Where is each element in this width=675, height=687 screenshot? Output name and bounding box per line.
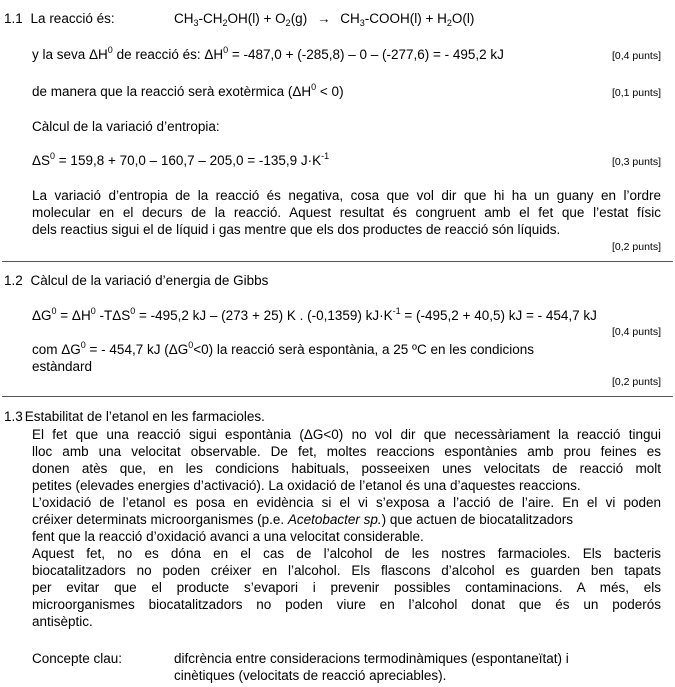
section-number: 1.2 (4, 273, 23, 288)
section-1-1-heading (4, 10, 115, 27)
species-name: Acetobacter sp. (287, 512, 382, 527)
arrow-icon: → (316, 11, 331, 26)
paragraph-line: fent que la reacció d’oxidació avanci a una velocitat considerable. (32, 529, 424, 544)
points-badge: [0,2 punts] (611, 376, 661, 388)
spontaneity-statement: com $\Delta G^0$ = - 454,7 kJ $(\Delta G^0<0)$ la reacció serà espontània, a 25 ºC en les condicions (32, 340, 535, 357)
points-badge: [0,4 punts] (611, 326, 661, 338)
key-concept-text: cinètiques (velocitats de reacció apreciables). (174, 668, 447, 683)
key-concept-text: difcrència entre consideracions termodinàmiques (espontaneïtat) i (174, 651, 569, 666)
section-title: Càlcul de la variació d’energia de Gibbs (30, 273, 269, 288)
points-badge: [0,2 punts] (611, 241, 661, 253)
points-badge: [0,3 punts] (611, 156, 661, 168)
key-concept-label: Concepte clau: (32, 651, 123, 666)
points-badge: [0,4 punts] (611, 50, 661, 62)
paragraph-line: L’oxidació de l’etanol es posa en evidència si el vi s’exposa a l’acció de l’aire. En el vi poden (32, 495, 661, 510)
section-label: La reacció és: (30, 11, 115, 26)
paragraph-line: La variació d’entropia de la reacció és negativa, cosa que vol dir que hi ha un guany en l’ordre (32, 188, 661, 203)
spontaneity-statement-cont: estàndard (32, 359, 93, 374)
reaction-equation: $CH_3-CH_2OH(l) + O_2(g)$ → $CH_3-COOH(l) + H_2O(l)$ (174, 11, 475, 28)
paragraph-line: biocatalitzadors no poden créixer en l’alcohol. Els flascons d’alcohol es guarden ben tapats (32, 563, 661, 578)
paragraph-line: Aquest fet, no es dóna en el cas de l’alcohol de les nostres farmacioles. Els bacteris (32, 546, 661, 561)
paragraph-line: dels reactius sigui el de líquid i gas mentre que els dos productes de reacció són líquids. (32, 222, 561, 237)
section-title: Estabilitat de l’etanol en les farmacioles. (24, 409, 265, 424)
paragraph-line: molecular en el decurs de la reacció. Aquest resultat és congruent amb el fet que l’estat físic (32, 205, 661, 220)
enthalpy-calculation: y la seva $\Delta H^0$ de reacció és: $\Delta H^0 = -487,0 + (-285,8) - 0 - (-277,6)$ = - 495,2 kJ (32, 45, 504, 62)
paragraph-line: per evitar que el producte s’evapori i prevenir possibles contaminacions. A més, els (32, 580, 661, 595)
entropy-title: Càlcul de la variació d’entropia: (32, 119, 220, 134)
paragraph-line: microorganismes biocatalitzadors no poden viure en l’alcohol donat que és un poderós (32, 597, 661, 612)
points-badge: [0,1 punts] (611, 87, 661, 99)
section-number: 1.3 (4, 409, 23, 424)
paragraph-line: petites (elevades energies d’activació). La oxidació de l’etanol és una d’aquestes reaccions. (32, 478, 581, 493)
paragraph-line: créixer determinats microorganismes (p.e. Acetobacter sp.) que actuen de biocatalitzadors (32, 512, 574, 527)
paragraph-line: antisèptic. (32, 614, 93, 629)
gibbs-calculation: $\Delta G^0 = \Delta H^0$ $-T\Delta S^0 = -495,2$ kJ – (273 + 25) K . (-0,1359) $kJ\cdot K^{-1} = (-495,2 + 40,5)$ kJ = - 454,7 kJ (32, 306, 597, 323)
section-number: 1.1 (4, 11, 23, 26)
exothermic-statement: de manera que la reacció serà exotèrmica $(\Delta H^0 < 0)$ (32, 82, 344, 99)
paragraph-line: lloc amb una velocitat observable. De fet, moltes reaccions espontànies amb prou feines es (32, 444, 661, 459)
paragraph-line: El fet que una reacció sigui espontània (ΔG<0) no vol dir que necessàriament la reacció tingui (32, 427, 661, 442)
section-1-2-heading (4, 272, 268, 289)
paragraph-line: donen atès que, en les condicions habituals, posseeixen unes velocitats de reacció molt (32, 461, 661, 476)
section-divider (2, 261, 673, 262)
section-1-3-heading (4, 408, 265, 425)
entropy-calculation: $\Delta S^0 = 159,8 + 70,0 - 160,7 - 205,0 = -135,9$ $J\cdot K^{-1}$ (32, 151, 330, 168)
section-divider (2, 396, 673, 397)
